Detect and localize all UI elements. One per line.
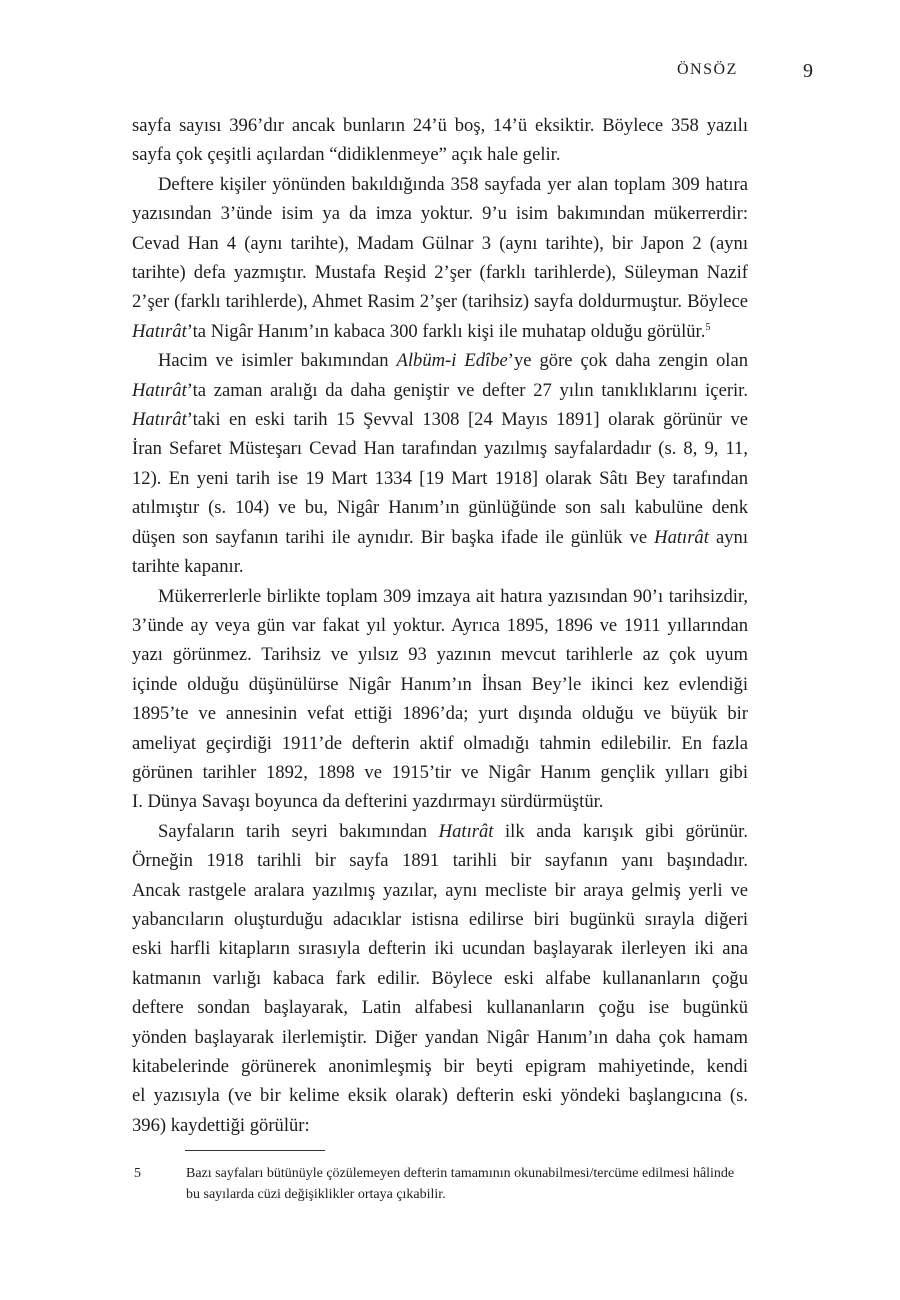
text-line: yabancıların oluşturduğu adacıklar istisna edilirse biri bugünkü sırayla diğeri <box>132 908 748 930</box>
section-title: ÖNSÖZ <box>677 61 738 78</box>
text-line: 396) kaydettiği görülür: <box>132 1114 310 1136</box>
text-line: İran Sefaret Müsteşarı Cevad Han tarafından yazılmış sayfalardadır (s. 8, 9, 11, <box>132 438 748 460</box>
text-line: ameliyat geçirdiği 1911’de defterin aktif olmadığı tahmin edilebilir. En fazla <box>132 732 748 754</box>
italic-term: Hatırât <box>132 379 187 401</box>
text-line: Örneğin 1918 tarihli bir sayfa 1891 tarihli bir sayfanın yanı başındadır. <box>132 850 748 872</box>
text-line: kitabelerinde görünerek anonimleşmiş bir beyti epigram mahiyetinde, kendi <box>132 1056 748 1077</box>
text-line: 12). En yeni tarih ise 19 Mart 1334 [19 Mart 1918] olarak Sâtı Bey tarafından <box>132 467 748 489</box>
text-line: 2’şer (farklı tarihlerde), Ahmet Rasim 2’şer (tarihsiz) sayfa doldurmuştur. Böylece <box>132 291 748 313</box>
text-line: görünen tarihler 1892, 1898 ve 1915’tir ve Nigâr Hanım gençlik yılları gibi <box>132 761 748 783</box>
text-line: atılmıştır (s. 104) ve bu, Nigâr Hanım’ın günlüğünde son salı kabulüne denk <box>132 497 748 519</box>
text-line: içinde olduğu düşünülürse Nigâr Hanım’ın İhsan Bey’le ikinci kez evlendiği <box>132 673 748 695</box>
body-text <box>132 111 748 1140</box>
paragraph <box>132 346 748 581</box>
italic-term: Hatırât <box>654 526 709 548</box>
text-line: Hatırât’ta zaman aralığı da daha geniştir ve defter 27 yılın tanıklıklarını içerir. <box>132 379 748 401</box>
paragraph <box>132 582 748 817</box>
text-line: yazı görünmez. Tarihsiz ve yılsız 93 yazının mevcut tarihlerle az çok uyum <box>132 644 748 666</box>
footnote-number: 5 <box>134 1166 141 1181</box>
text-line: tarihte kapanır. <box>132 556 244 578</box>
text-line: Hatırât’ta Nigâr Hanım’ın kabaca 300 farklı kişi ile muhatap olduğu görülür.$^5$ <box>132 320 711 342</box>
text-line: 1895’te ve annesinin vefat ettiği 1896’da; yurt dışında olduğu ve büyük bir <box>132 703 748 725</box>
text-line: sayfa sayısı 396’dır ancak bunların 24’ü boş, 14’ü eksiktir. Böylece 358 yazılı <box>132 115 748 136</box>
text-line: Sayfaların tarih seyri bakımından Hatırât ilk anda karışık gibi görünür. <box>158 820 748 842</box>
text-line: yazısından 3’ünde isim ya da imza yoktur. 9’u isim bakımından mükerrerdir: <box>132 203 748 225</box>
italic-term: Hatırât <box>132 320 187 342</box>
text-line: Mükerrerlerle birlikte toplam 309 imzaya ait hatıra yazısından 90’ı tarihsizdir, <box>158 585 748 607</box>
text-line: katmanın varlığı kabaca fark edilir. Böylece eski alfabe kullananların çoğu <box>132 967 748 989</box>
text-line: el yazısıyla (ve bir kelime eksik olarak) defterin eski yöndeki başlangıcına (s. <box>132 1085 748 1107</box>
text-line: Cevad Han 4 (aynı tarihte), Madam Gülnar 3 (aynı tarihte), bir Japon 2 (aynı <box>132 232 748 254</box>
italic-term: Albüm-i Edîbe <box>396 350 508 372</box>
page-number: 9 <box>803 60 813 82</box>
text-line: 3’ünde ay veya gün var fakat yıl yoktur. Ayrıca 1895, 1896 ve 1911 yıllarından <box>132 614 748 636</box>
text-line: tarihte) defa yazmıştır. Mustafa Reşid 2’şer (farklı tarihlerde), Süleyman Nazif <box>132 262 748 284</box>
text-line: Deftere kişiler yönünden bakıldığında 358 sayfada yer alan toplam 309 hatıra <box>158 173 748 195</box>
text-line: yönden başlayarak ilerlemiştir. Diğer yandan Nigâr Hanım’ın daha çok hamam <box>132 1026 748 1048</box>
text-line: düşen son sayfanın tarihi ile aynıdır. Bir başka ifade ile günlük ve Hatırât aynı <box>132 526 748 548</box>
footnote-divider <box>185 1150 325 1151</box>
italic-term: Hatırât <box>132 409 187 431</box>
text-line: deftere sondan başlayarak, Latin alfabesi kullananların çoğu ise bugünkü <box>132 997 748 1019</box>
text-line: I. Dünya Savaşı boyunca da defterini yazdırmayı sürdürmüştür. <box>132 791 604 813</box>
text-line: Hatırât’taki en eski tarih 15 Şevval 1308 [24 Mayıs 1891] olarak görünür ve <box>132 409 748 431</box>
italic-term: Hatırât <box>438 820 494 842</box>
footnote <box>132 1163 748 1205</box>
text-line: sayfa çok çeşitli açılardan “didiklenmeye” açık hale gelir. <box>132 144 561 166</box>
footnote-reference[interactable]: 5 <box>705 321 711 333</box>
text-line: Hacim ve isimler bakımından Albüm-i Edîbe’ye göre çok daha zengin olan <box>158 350 749 372</box>
paragraph <box>132 817 748 1140</box>
running-head <box>660 58 890 88</box>
footnote-text: Bazı sayfaları bütünüyle çözülemeyen defterin tamamının okunabilmesi/tercüme edilmesi hâlinde bu sayılarda cüzi değişiklikler ortaya çıkabilir. <box>186 1166 735 1202</box>
text-line: Ancak rastgele aralara yazılmış yazılar, aynı mecliste bir araya gelmiş yerli ve <box>132 879 748 901</box>
text-line: eski harfli kitapların sırasıyla defterin iki ucundan başlayarak ilerleyen iki ana <box>132 938 748 960</box>
paragraph <box>132 111 748 170</box>
paragraph <box>132 170 748 346</box>
